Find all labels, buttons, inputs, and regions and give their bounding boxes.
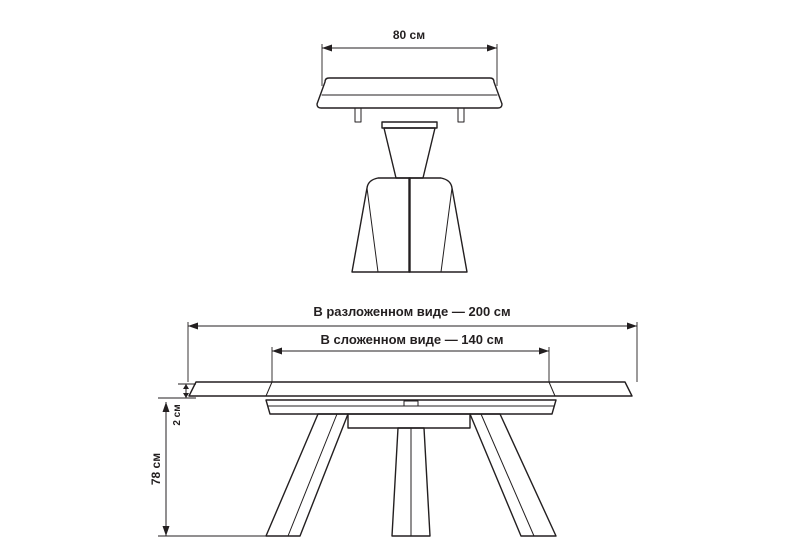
height-dimension xyxy=(149,398,270,536)
front-base-legs xyxy=(352,178,467,272)
side-view-group xyxy=(149,304,637,536)
side-apron xyxy=(266,400,556,414)
folded-width-label: В сложенном виде — 140 см xyxy=(320,332,504,347)
folded-width-dimension xyxy=(272,347,549,382)
front-tabletop xyxy=(317,78,502,108)
front-width-label: 80 см xyxy=(392,28,426,42)
front-top-brackets xyxy=(355,108,464,122)
side-base-legs xyxy=(266,414,556,536)
front-center-column xyxy=(382,122,437,178)
thickness-label: 2 см xyxy=(172,404,183,426)
extended-width-label: В разложенном виде — 200 см xyxy=(313,304,511,319)
side-tabletop xyxy=(189,382,632,396)
height-label: 78 см xyxy=(149,452,163,486)
extended-width-dimension xyxy=(188,322,637,382)
front-view-group xyxy=(317,28,502,272)
